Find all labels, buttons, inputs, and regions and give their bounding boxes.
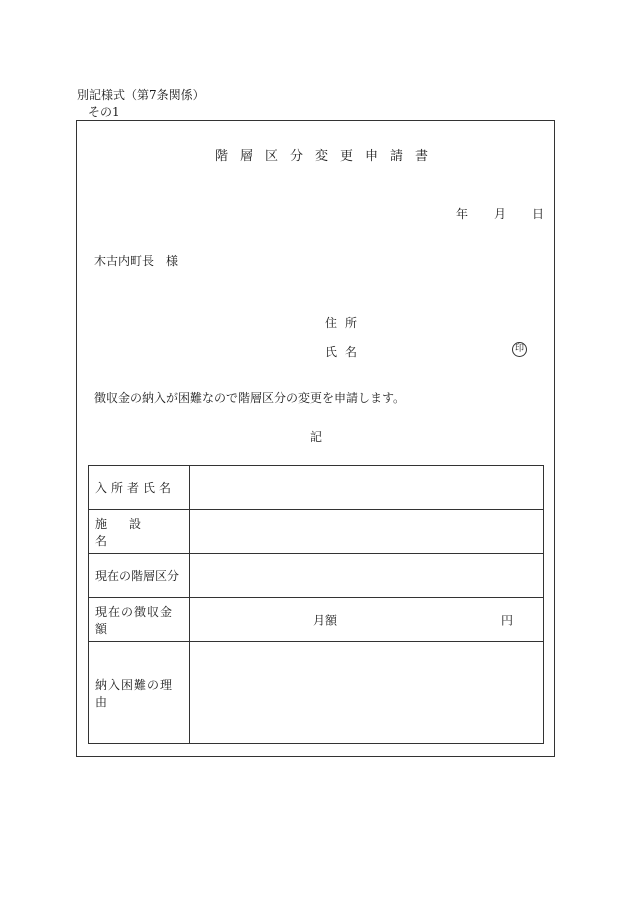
monthly-label: 月額 — [313, 613, 338, 627]
seal-mark-icon: 印 — [512, 342, 527, 357]
facility-name-field[interactable] — [190, 510, 544, 554]
row-label-text: 現在の階層区分 — [95, 569, 180, 583]
facility-label-text: 施設名 — [95, 516, 164, 548]
form-title: 階層区分変更申請書 — [215, 149, 441, 164]
row-label-current-tier — [89, 554, 190, 598]
date-month: 月 — [494, 207, 507, 221]
row-label-current-fee — [89, 598, 190, 642]
resident-name-field[interactable] — [190, 466, 544, 510]
name-label: 氏名 — [325, 345, 366, 359]
reason-field[interactable] — [190, 642, 544, 744]
row-label-text: 納入困難の理由 — [95, 677, 174, 709]
table-row — [89, 642, 544, 744]
row-label-text: 現在の徴収金額 — [95, 604, 174, 636]
current-tier-field[interactable] — [190, 554, 544, 598]
date-year: 年 — [456, 207, 469, 221]
row-label-resident-name — [89, 466, 190, 510]
ki-heading: 記 — [310, 430, 323, 444]
table-row — [89, 598, 544, 642]
table-row — [89, 554, 544, 598]
request-statement: 徴収金の納入が困難なので階層区分の変更を申請します。 — [94, 391, 406, 405]
date-line — [456, 205, 544, 222]
current-fee-field[interactable] — [190, 598, 544, 642]
row-label-text — [95, 515, 183, 549]
row-label-reason — [89, 642, 190, 744]
form-sub-label: その1 — [88, 105, 120, 119]
details-table — [88, 465, 544, 744]
date-day: 日 — [532, 207, 545, 221]
address-label: 住所 — [325, 316, 366, 330]
addressee: 木古内町長 様 — [94, 254, 179, 268]
row-label-text: 入所者氏名 — [95, 481, 176, 495]
table-row — [89, 466, 544, 510]
yen-label: 円 — [500, 613, 513, 627]
form-number-label: 別記様式（第7条関係） — [77, 88, 205, 102]
table-row — [89, 510, 544, 554]
row-label-facility-name — [89, 510, 190, 554]
